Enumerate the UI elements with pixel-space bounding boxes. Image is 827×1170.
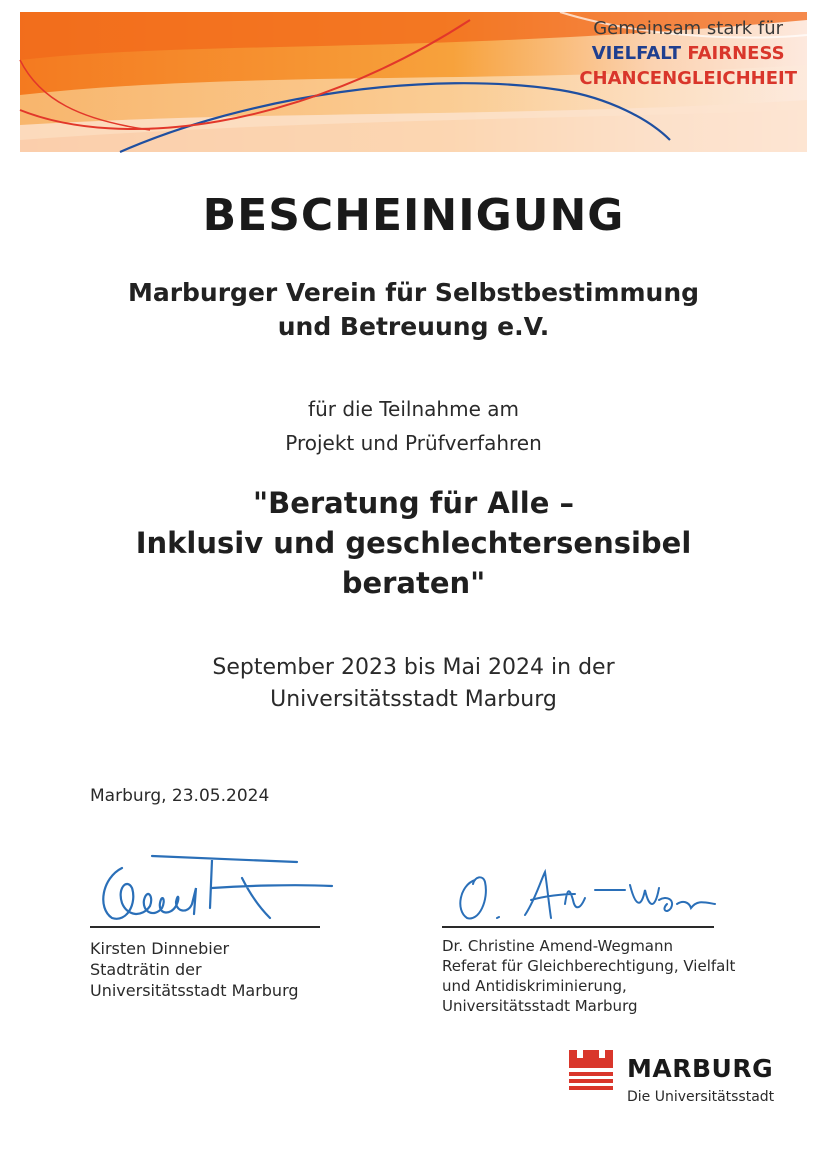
organisation-line-2: und Betreuung e.V. [277,312,550,341]
period-line-2: Universitätsstadt Marburg [270,687,557,712]
organisation-line-1: Marburger Verein für Selbstbestimmung [127,278,700,307]
slogan-word-fairness: FAIRNESS [687,43,785,64]
signature-amend-wegmann [445,860,725,930]
signature-line-2 [442,926,714,928]
marburg-logo [567,1048,797,1118]
project-line-1: "Beratung für Alle – [252,486,574,520]
signer-2-role-1: Referat für Gleichberechtigung, Vielfalt [442,957,736,975]
document-title: BESCHEINIGUNG [202,190,625,241]
organisation-name [0,276,827,344]
logo-subtitle: Die Universitätsstadt [627,1089,775,1105]
header-banner [0,0,827,165]
project-title [0,483,827,603]
place-date: Marburg, 23.05.2024 [90,786,270,806]
participation-text [0,392,827,460]
signer-1-role-1: Stadträtin der [90,960,202,979]
signer-1 [90,938,299,1001]
slogan-line-2 [579,41,797,66]
signer-2 [442,936,735,1016]
project-line-3: beraten" [341,566,486,600]
signer-2-role-3: Universitätsstadt Marburg [442,997,638,1015]
slogan-line-3: CHANCENGLEICHHEIT [579,68,797,89]
slogan-word-vielfalt: VIELFALT [591,43,682,64]
period-line-1: September 2023 bis Mai 2024 in der [212,655,615,680]
slogan [579,16,797,91]
signer-2-name: Dr. Christine Amend-Wegmann [442,937,674,955]
project-line-2: Inklusiv und geschlechtersensibel [135,526,692,560]
signer-1-role-2: Universitätsstadt Marburg [90,981,299,1000]
signature-line-1 [90,926,320,928]
marburg-logo-mark-icon [567,1048,615,1094]
intro-line-1: für die Teilnahme am [308,397,519,421]
project-period [0,652,827,716]
signer-1-name: Kirsten Dinnebier [90,939,230,958]
intro-line-2: Projekt und Prüfverfahren [285,431,542,455]
logo-name: MARBURG [627,1054,774,1083]
signature-dinnebier [92,848,342,928]
slogan-line-1: Gemeinsam stark für [593,18,784,39]
signer-2-role-2: und Antidiskriminierung, [442,977,627,995]
